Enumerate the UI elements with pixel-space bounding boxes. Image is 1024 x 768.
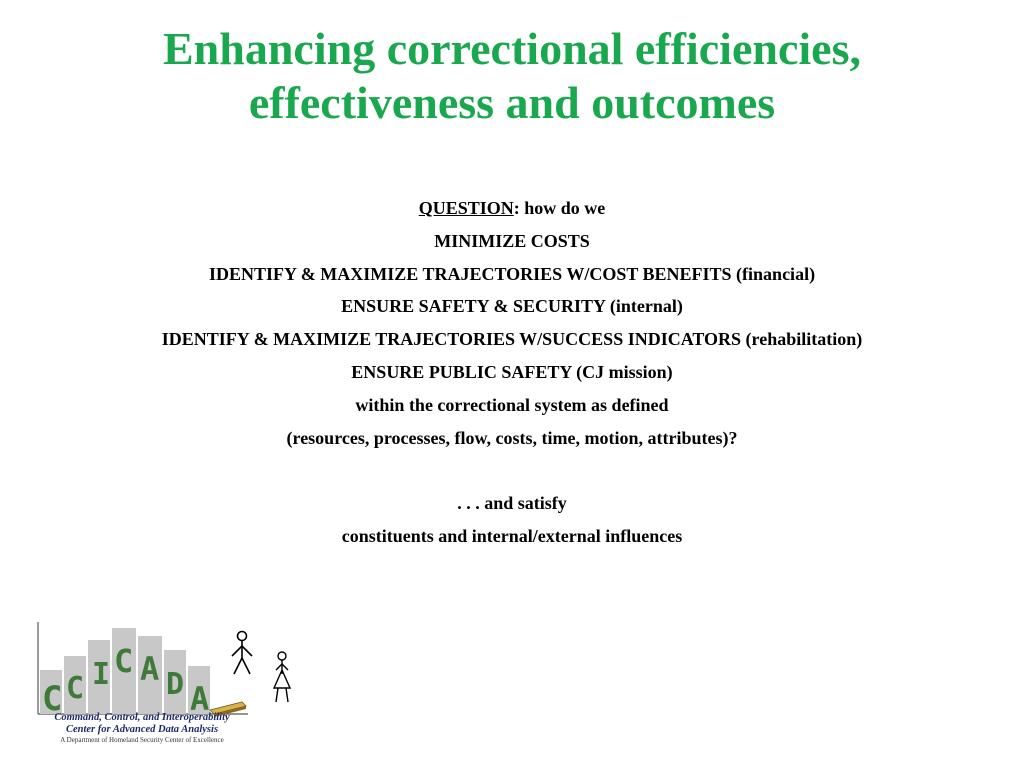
logo-caption-line-1: Command, Control, and Interoperability [54, 712, 230, 723]
title-line-1: Enhancing correctional efficiencies, [163, 23, 861, 74]
stick-figure-man-icon [232, 632, 252, 675]
logo-letter: I [92, 657, 111, 692]
logo-letter: A [190, 680, 210, 718]
question-block [0, 192, 1024, 553]
blank-line [0, 454, 1024, 487]
logo-letter: C [114, 642, 134, 680]
logo-letter: C [42, 679, 63, 719]
question-line [0, 192, 1024, 225]
logo-caption [34, 712, 250, 745]
logo-caption-line-3: A Department of Homeland Security Center of Excellence [60, 736, 224, 744]
body-line: ENSURE PUBLIC SAFETY (CJ mission) [351, 361, 673, 382]
body-line: ENSURE SAFETY & SECURITY (internal) [341, 296, 683, 317]
logo-letter: C [66, 671, 85, 706]
closing-line: constituents and internal/external influences [341, 525, 683, 546]
logo-caption-line-2: Center for Advanced Data Analysis [65, 724, 219, 735]
question-label: QUESTION [418, 198, 514, 218]
body-line: (resources, processes, flow, costs, time, motion, attributes)? [286, 427, 738, 448]
closing-line: . . . and satisfy [457, 493, 567, 514]
logo-letter: A [140, 650, 160, 688]
question-rest: : how do we [513, 198, 606, 218]
logo-letter: D [166, 667, 185, 702]
slide-title [0, 22, 1024, 130]
body-line: IDENTIFY & MAXIMIZE TRAJECTORIES W/SUCCESS INDICATORS (rehabilitation) [161, 329, 863, 350]
stick-figure-woman-icon [274, 652, 290, 702]
body-line: IDENTIFY & MAXIMIZE TRAJECTORIES W/COST BENEFITS (financial) [208, 263, 816, 284]
title-line-2: effectiveness and outcomes [248, 77, 776, 128]
body-line: MINIMIZE COSTS [434, 230, 590, 251]
body-line: within the correctional system as defined [355, 394, 669, 415]
